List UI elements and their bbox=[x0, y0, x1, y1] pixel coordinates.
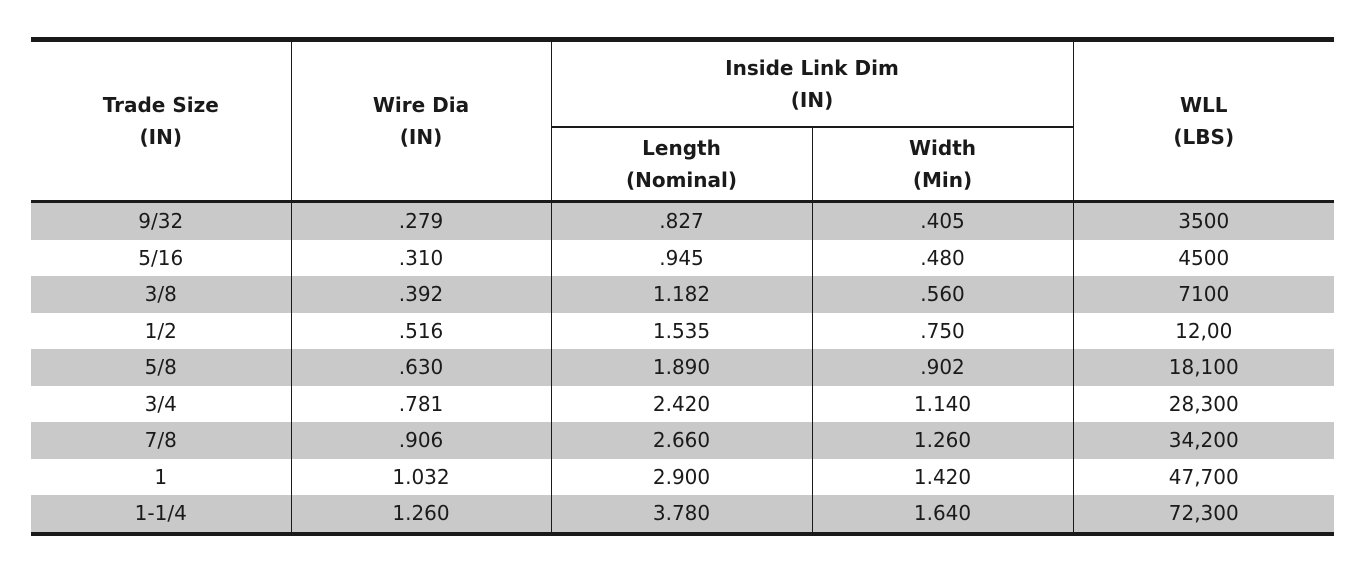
cell-wire-dia: .781 bbox=[291, 386, 551, 423]
table-row bbox=[31, 276, 1334, 313]
cell-wire-dia: .906 bbox=[291, 422, 551, 459]
cell-width: .405 bbox=[812, 202, 1073, 240]
header-wire-dia-unit: (IN) bbox=[399, 125, 443, 149]
chain-spec-table bbox=[31, 37, 1334, 536]
header-width-label: Width bbox=[908, 136, 977, 160]
cell-width: 1.420 bbox=[812, 459, 1073, 496]
cell-wll: 47,700 bbox=[1073, 459, 1334, 496]
cell-width: 1.140 bbox=[812, 386, 1073, 423]
table-row bbox=[31, 422, 1334, 459]
cell-wire-dia: .516 bbox=[291, 313, 551, 350]
cell-width: 1.640 bbox=[812, 495, 1073, 534]
chain-spec-table-container bbox=[31, 37, 1334, 536]
cell-length: 2.420 bbox=[551, 386, 812, 423]
cell-wll: 18,100 bbox=[1073, 349, 1334, 386]
table-row bbox=[31, 240, 1334, 277]
cell-wll: 72,300 bbox=[1073, 495, 1334, 534]
cell-trade-size: 7/8 bbox=[31, 422, 291, 459]
header-wire-dia bbox=[291, 40, 551, 202]
table-header bbox=[31, 40, 1334, 202]
table-body bbox=[31, 202, 1334, 534]
header-length-unit: (Nominal) bbox=[625, 168, 738, 192]
cell-wire-dia: .279 bbox=[291, 202, 551, 240]
cell-wll: 12,00 bbox=[1073, 313, 1334, 350]
cell-length: 2.900 bbox=[551, 459, 812, 496]
cell-trade-size: 5/8 bbox=[31, 349, 291, 386]
cell-wll: 28,300 bbox=[1073, 386, 1334, 423]
header-trade-size-label: Trade Size bbox=[102, 93, 219, 117]
cell-width: .480 bbox=[812, 240, 1073, 277]
cell-trade-size: 1-1/4 bbox=[31, 495, 291, 534]
cell-trade-size: 1/2 bbox=[31, 313, 291, 350]
cell-wll: 4500 bbox=[1073, 240, 1334, 277]
table-row bbox=[31, 202, 1334, 240]
header-wll bbox=[1073, 40, 1334, 202]
cell-trade-size: 1 bbox=[31, 459, 291, 496]
table-row bbox=[31, 313, 1334, 350]
cell-length: 1.890 bbox=[551, 349, 812, 386]
header-inside-link-dim bbox=[551, 40, 1073, 128]
header-inside-link-dim-label: Inside Link Dim bbox=[725, 56, 899, 80]
cell-length: 1.182 bbox=[551, 276, 812, 313]
cell-trade-size: 5/16 bbox=[31, 240, 291, 277]
header-width-unit: (Min) bbox=[912, 168, 973, 192]
cell-wire-dia: .630 bbox=[291, 349, 551, 386]
table-row bbox=[31, 386, 1334, 423]
header-length-label: Length bbox=[642, 136, 721, 160]
cell-width: .750 bbox=[812, 313, 1073, 350]
cell-wll: 3500 bbox=[1073, 202, 1334, 240]
cell-trade-size: 9/32 bbox=[31, 202, 291, 240]
header-inside-link-dim-unit: (IN) bbox=[790, 88, 834, 112]
cell-length: 1.535 bbox=[551, 313, 812, 350]
table-row bbox=[31, 349, 1334, 386]
table-row bbox=[31, 495, 1334, 534]
header-trade-size-unit: (IN) bbox=[139, 125, 182, 149]
table-row bbox=[31, 459, 1334, 496]
header-trade-size bbox=[31, 40, 291, 202]
header-wll-label: WLL bbox=[1179, 93, 1228, 117]
header-wll-unit: (LBS) bbox=[1173, 125, 1235, 149]
cell-length: 2.660 bbox=[551, 422, 812, 459]
header-width bbox=[812, 127, 1073, 202]
cell-wll: 7100 bbox=[1073, 276, 1334, 313]
cell-length: 3.780 bbox=[551, 495, 812, 534]
header-wire-dia-label: Wire Dia bbox=[372, 93, 470, 117]
cell-width: 1.260 bbox=[812, 422, 1073, 459]
cell-width: .560 bbox=[812, 276, 1073, 313]
cell-wire-dia: 1.260 bbox=[291, 495, 551, 534]
cell-wire-dia: .310 bbox=[291, 240, 551, 277]
cell-trade-size: 3/4 bbox=[31, 386, 291, 423]
cell-width: .902 bbox=[812, 349, 1073, 386]
cell-length: .827 bbox=[551, 202, 812, 240]
cell-length: .945 bbox=[551, 240, 812, 277]
cell-trade-size: 3/8 bbox=[31, 276, 291, 313]
cell-wire-dia: .392 bbox=[291, 276, 551, 313]
cell-wire-dia: 1.032 bbox=[291, 459, 551, 496]
header-length bbox=[551, 127, 812, 202]
cell-wll: 34,200 bbox=[1073, 422, 1334, 459]
